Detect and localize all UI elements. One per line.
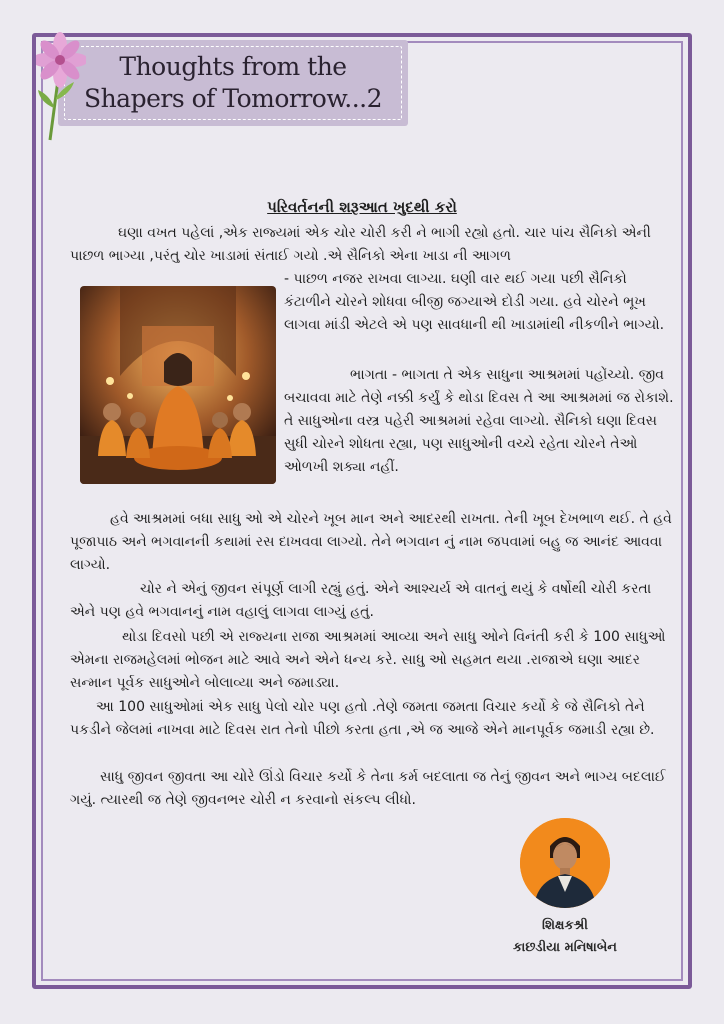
paragraph-2: ભાગતા - ભાગતા તે એક સાધુના આશ્રમમાં પહોંચ્યો. જીવ બચાવવા માટે તેણે નક્કી કર્યું કે થોડા દિવસ તે આ આશ્રમમાં જ રોકાશે. તે સાધુઓના વસ્ત્ર પહેરી આશ્રમમાં રહેવા લાગ્યો. સૈનિકો ઘણા દિવસ સુધી ચોરને શોધતા રહ્યા, પણ સાધુઓની વચ્ચે રહેતા ચોરને તેઓ ઓળખી શક્યા નહીં. xyxy=(284,367,674,475)
article-heading: પરિવર્તનની શરૂઆત ખુદથી કરો xyxy=(267,198,457,216)
flower-decoration-icon xyxy=(36,20,86,144)
paragraph-6: આ 100 સાધુઓમાં એક સાધુ પેલો ચોર પણ હતો .તેણે જમતા જમતા વિચાર કર્યો કે જે સૈનિકો તેને પકડીને જેલમાં નાખવા માટે દિવસ રાત તેનો પીછો કરતા હતા ,એ જ આજે એને માનપૂર્વક જમાડી રહ્યા છે. xyxy=(70,699,655,738)
author-name: કાછડીયા મનિષાબેન xyxy=(512,940,617,955)
title-banner xyxy=(58,40,408,126)
paragraph-4: ચોર ને એનું જીવન સંપૂર્ણ લાગી રહ્યું હતું. એને આશ્ચર્ય એ વાતનું થયું કે વર્ષોથી ચોરી કરતા એને પણ હવે ભગવાનનું નામ વહાલું લાગવા લાગ્યું હતું. xyxy=(70,581,652,620)
title-line-1: Thoughts from the xyxy=(119,52,347,81)
paragraph-1-continued: - પાછળ નજર રાખવા લાગ્યા. ઘણી વાર થઈ ગયા પછી સૈનિકો કંટાળીને ચોરને શોધવા બીજી જગ્યાએ દોડી ગયા. હવે ચોરને ભૂખ લાગવા માંડી એટલે એ પણ સાવધાની થી ખાડામાંથી નીકળીને ભાગ્યો. xyxy=(284,271,665,333)
ashram-illustration xyxy=(80,286,276,484)
paragraph-1: ઘણા વખત પહેલાં ,એક રાજ્યમાં એક ચોર ચોરી કરી ને ભાગી રહ્યો હતો. ચાર પાંચ સૈનિકો એની પાછળ ભાગ્યા ,પરંતુ ચોર ખાડામાં સંતાઈ ગયો .એ સૈનિકો એના ખાડા ની આગળ xyxy=(70,225,651,264)
title-line-2: Shapers of Tomorrow...2 xyxy=(83,84,383,113)
paragraph-3: હવે આશ્રમમાં બધા સાધુ ઓ એ ચોરને ખૂબ માન અને આદરથી રાખતા. તેની ખૂબ દેખભાળ થઈ. તે હવે પૂજાપાઠ અને ભગવાનની કથામાં રસ દાખવવા લાગ્યો. તેને ભગવાન નું નામ જપવામાં બહુ જ આનંદ આવવા લાગ્યો. xyxy=(70,511,672,573)
author-portrait xyxy=(520,818,610,908)
paragraph-5: થોડા દિવસો પછી એ રાજ્યના રાજા આશ્રમમાં આવ્યા અને સાધુ ઓને વિનંતી કરી કે 100 સાધુઓ એમના રાજમહેલમાં ભોજન માટે આવે અને એને ધન્ય કરે. સાધુ ઓ સહમત થયા .રાજાએ ઘણા આદર સન્માન પૂર્વક સાધુઓને બોલાવ્યા અને જમાડ્યા. xyxy=(70,629,666,691)
paragraph-7: સાધુ જીવન જીવતા આ ચોરે ઊંડો વિચાર કર્યો કે તેના કર્મ બદલાતા જ તેનું જીવન અને ભાગ્ય બદલાઈ ગયું. ત્યારથી જ તેણે જીવનભર ચોરી ન કરવાનો સંકલ્પ લીધો. xyxy=(70,769,666,808)
author-role: શિક્ષકશ્રી xyxy=(542,918,588,933)
title-dashed-border xyxy=(64,46,402,120)
